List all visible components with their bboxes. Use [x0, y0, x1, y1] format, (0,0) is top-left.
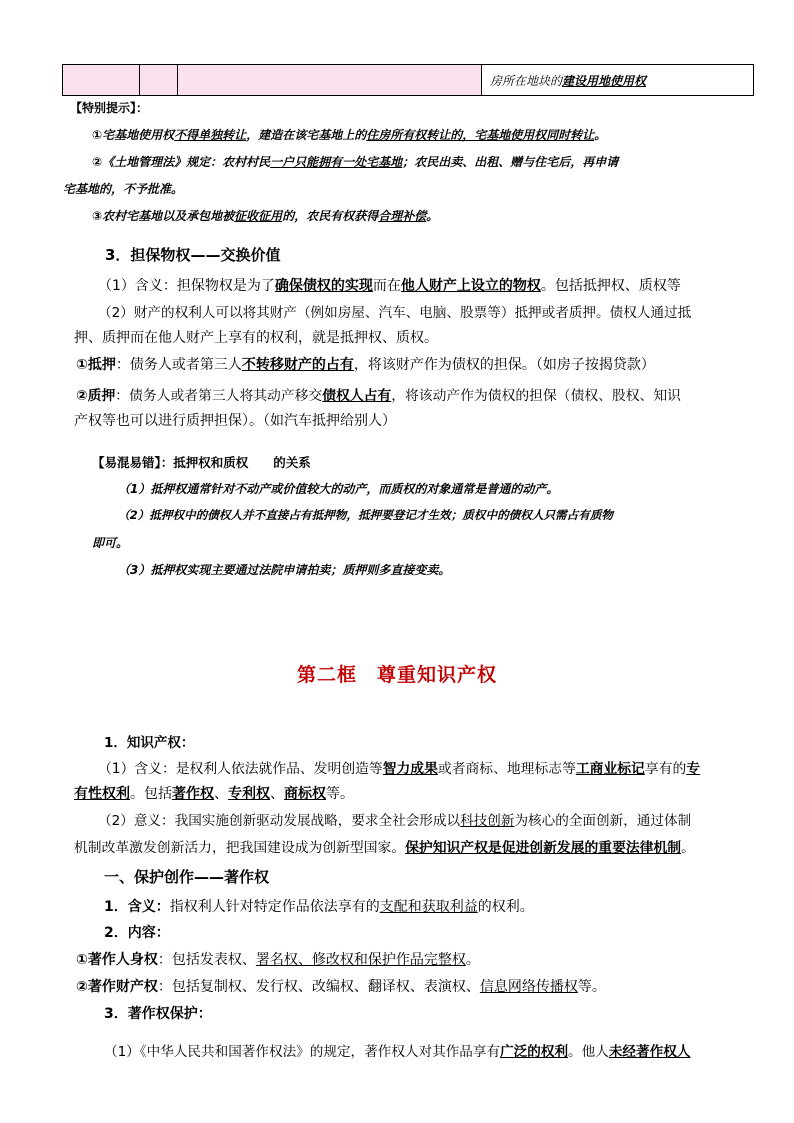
- text: ，将该动产作为债权的担保（债权、股权、知识: [391, 388, 681, 404]
- section-heading: [104, 731, 194, 751]
- paragraph: [76, 384, 681, 404]
- text: ：包括发表权、: [157, 952, 256, 968]
- text: 或者商标、地理标志等: [437, 761, 576, 777]
- text: ②《土地管理法》规定：农村村民: [92, 155, 271, 169]
- text: 、: [214, 786, 228, 802]
- text: （2）抵押权中的债权人并不直接占有抵押物，抵押要登记才生效；质权中的债权人只需占有质物: [118, 508, 614, 522]
- text: 指权利人针对特定作品依法享有的: [169, 899, 380, 915]
- text: 而在: [372, 278, 401, 294]
- table-text: 房所在地块的: [490, 73, 563, 88]
- text-underlined: 保护知识产权是促进创新发展的重要法律机制: [405, 840, 682, 856]
- note-label-text: 【特别提示】：: [70, 101, 149, 115]
- note-item: [118, 480, 558, 497]
- text: ；农民出卖、出租、赠与住宅后，再申请: [402, 155, 619, 169]
- text-underlined: 未经著作权人: [608, 1044, 691, 1060]
- text-underlined: 专: [686, 761, 701, 777]
- text: 。: [426, 209, 439, 223]
- table-cell: [178, 65, 482, 96]
- text: 。包括抵押权、质权等: [540, 278, 681, 294]
- text-underlined: 不得单独转让: [174, 128, 247, 142]
- paragraph: [98, 757, 700, 777]
- table-cell: [140, 65, 178, 96]
- text: ：包括复制权、发行权、改编权、翻译权、表演权、: [157, 979, 480, 995]
- table-cell: [63, 65, 140, 96]
- text: 产权等也可以进行质押担保）。（如汽车抵押给别人）: [74, 413, 396, 429]
- heading-text: 2．内容：: [104, 925, 170, 941]
- section-heading: [104, 866, 269, 887]
- text: 。他人: [568, 1044, 609, 1060]
- text: 。包括: [130, 786, 172, 802]
- section-heading: [104, 922, 170, 942]
- paragraph: [76, 354, 655, 374]
- note-line-2: [92, 153, 618, 170]
- text-underlined: 署名权、修改权和保护作品完整权: [255, 952, 466, 968]
- paragraph: [98, 275, 681, 295]
- note-line-3: [63, 180, 183, 197]
- paragraph: [76, 976, 606, 996]
- text: （2）财产的权利人可以将其财产（例如房屋、汽车、电脑、股票等）抵押或者质押。债权人通过抵: [98, 305, 692, 321]
- property-table: [62, 64, 754, 96]
- text-underlined: 著作权: [172, 786, 214, 802]
- text-underlined: 科技创新: [460, 813, 515, 829]
- text: （3）抵押权实现主要通过法院申请拍卖；质押则多直接变卖。: [118, 563, 451, 577]
- text-underlined: 支配和获取利益: [379, 899, 478, 915]
- text-underlined: 住房所有权转让的，宅基地使用权同时转让: [366, 128, 595, 142]
- text-underlined: 债权人占有: [322, 388, 392, 404]
- text-underlined: 不转移财产的占有: [241, 357, 354, 373]
- text-underlined: 征收征用: [234, 209, 283, 223]
- note-line-1: [92, 126, 606, 143]
- note-label: [70, 99, 148, 116]
- note-label: [92, 453, 311, 471]
- paragraph: [98, 301, 691, 321]
- text-underlined: 有性权利: [74, 786, 130, 802]
- note-item: [118, 561, 450, 578]
- paragraph: [104, 896, 534, 916]
- paragraph: [74, 836, 695, 856]
- note-item: [118, 507, 613, 523]
- text-bold: 1．含义：: [104, 899, 170, 915]
- text-bold: ②质押: [76, 388, 116, 404]
- text: ③农村宅基地以及承包地被: [92, 209, 235, 223]
- text-underlined: 广泛的权利: [500, 1044, 569, 1060]
- section-heading: [104, 1003, 212, 1023]
- text: 宅基地的，不予批准。: [63, 182, 184, 196]
- text-underlined: 信息网络传播权: [479, 979, 578, 995]
- text: 。: [594, 128, 607, 142]
- text: 等。: [577, 979, 606, 995]
- text-underlined: 专利权: [228, 786, 270, 802]
- text: 、: [270, 786, 284, 802]
- paragraph: [74, 327, 438, 347]
- section-heading: [105, 244, 280, 265]
- paragraph: [74, 783, 354, 803]
- text: ：债务人或者第三人将其动产移交: [115, 388, 323, 404]
- text: 机制改革激发创新活力，把我国建设成为创新型国家。: [74, 840, 406, 856]
- table-cell-text: [482, 65, 754, 96]
- text: 即可。: [92, 536, 129, 550]
- text: （1）《中华人民共和国著作权法》的规定，著作权人对其作品享有: [104, 1044, 501, 1060]
- note-item: [92, 534, 128, 551]
- text: 。: [465, 952, 480, 968]
- text: ①宅基地使用权: [92, 128, 175, 142]
- heading-text: 1．知识产权：: [104, 735, 195, 751]
- text: ，建造在该宅基地上的: [246, 128, 367, 142]
- text: ，将该财产作为债权的担保。（如房子按揭贷款）: [353, 357, 655, 373]
- heading-text: 一、保护创作——著作权: [104, 868, 270, 886]
- note-label-text: 【易混易错】：抵押权和质权 的关系: [92, 455, 311, 470]
- text: （1）抵押权通常针对不动产或价值较大的动产，而质权的对象通常是普通的动产。: [118, 482, 559, 496]
- text: 。: [681, 840, 695, 856]
- text-bold: ①抵押: [76, 357, 116, 373]
- text: ：债务人或者第三人: [115, 357, 242, 373]
- text-underlined: 确保债权的实现: [274, 278, 373, 294]
- text-underlined: 智力成果: [382, 761, 438, 777]
- section-title: 第二框 尊重知识产权: [296, 664, 497, 686]
- heading-text: 3．担保物权——交换价值: [105, 246, 281, 264]
- text: 押、质押而在他人财产上享有的权利，就是抵押权、质权。: [74, 330, 438, 346]
- text: （1）含义：是权利人依法就作品、发明创造等: [98, 761, 383, 777]
- note-line-4: [92, 207, 438, 224]
- text: （2）意义：我国实施创新驱动发展战略，要求全社会形成以: [98, 813, 461, 829]
- text: （1）含义：担保物权是为了: [98, 278, 275, 294]
- text: 的权利。: [477, 899, 534, 915]
- text-underlined: 工商业标记: [575, 761, 645, 777]
- text-bold: ①著作人身权: [76, 952, 158, 968]
- paragraph: [98, 809, 691, 829]
- text-bold: ②著作财产权: [76, 979, 158, 995]
- text-underlined: 商标权: [284, 786, 326, 802]
- text-underlined: 一户只能拥有一处宅基地: [270, 155, 403, 169]
- heading-text: 3．著作权保护：: [104, 1006, 212, 1022]
- paragraph: [104, 1040, 690, 1060]
- text: 享有的: [644, 761, 687, 777]
- paragraph: [74, 410, 396, 430]
- text: 等。: [326, 786, 354, 802]
- text: 为核心的全面创新，通过体制: [514, 813, 692, 829]
- paragraph: [76, 949, 480, 969]
- text-underlined: 合理补偿: [378, 209, 427, 223]
- text: 的，农民有权获得: [282, 209, 379, 223]
- text-underlined: 他人财产上设立的物权: [400, 278, 541, 294]
- table-text-underlined: 建设用地使用权: [562, 73, 647, 88]
